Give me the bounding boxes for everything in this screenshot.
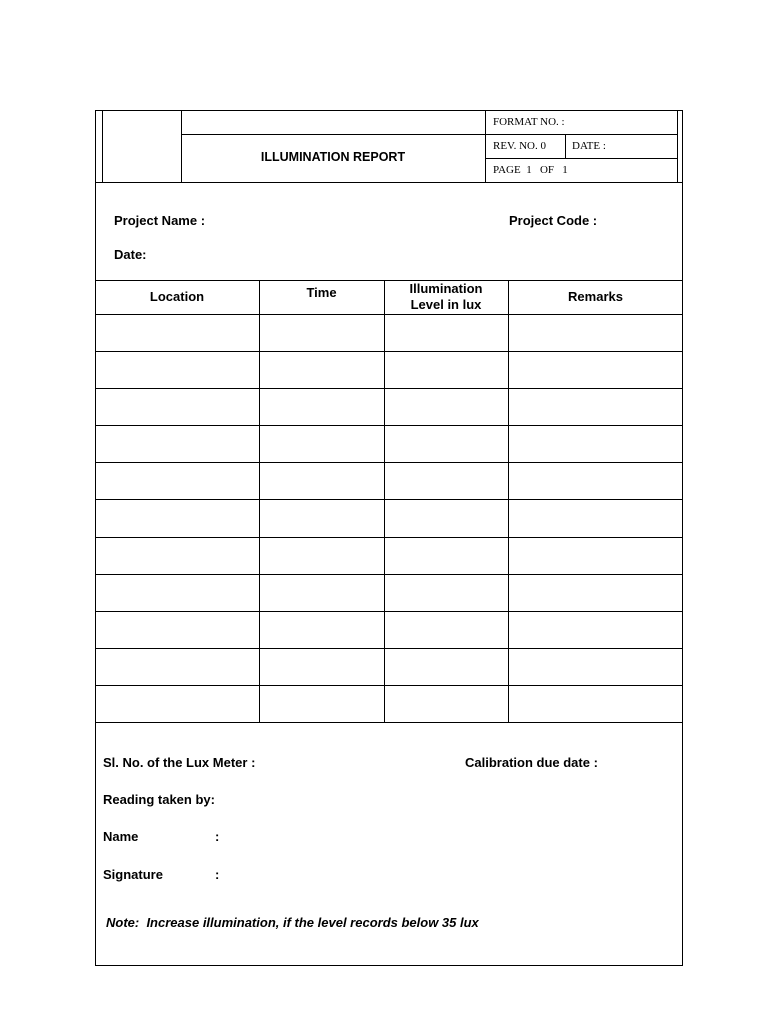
header-divider bbox=[485, 158, 677, 159]
table-row-line bbox=[95, 648, 683, 649]
table-row-line bbox=[95, 462, 683, 463]
rev-no: REV. NO. 0 bbox=[493, 140, 546, 152]
project-code-label: Project Code : bbox=[509, 213, 598, 228]
column-divider bbox=[508, 280, 509, 722]
header-divider bbox=[485, 110, 486, 183]
report-title: ILLUMINATION REPORT bbox=[260, 150, 406, 164]
header-divider bbox=[102, 110, 103, 183]
column-divider bbox=[384, 280, 385, 722]
column-header-remarks: Remarks bbox=[568, 289, 623, 304]
date-label: Date: bbox=[114, 247, 147, 262]
signature-colon: : bbox=[215, 867, 220, 882]
calibration-due-label: Calibration due date : bbox=[465, 755, 598, 770]
table-row-line bbox=[95, 537, 683, 538]
page-number: PAGE 1 OF 1 bbox=[493, 164, 568, 176]
column-header-time: Time bbox=[306, 285, 337, 300]
format-no: FORMAT NO. : bbox=[493, 116, 565, 128]
header-divider bbox=[95, 182, 683, 183]
report-form bbox=[95, 110, 683, 966]
table-row-line bbox=[95, 685, 683, 686]
column-header-illumination: Illumination Level in lux bbox=[409, 281, 483, 312]
signature-label: Signature bbox=[103, 867, 163, 882]
project-name-label: Project Name : bbox=[114, 213, 206, 228]
column-divider bbox=[259, 280, 260, 722]
header-divider bbox=[181, 134, 677, 135]
table-row-line bbox=[95, 425, 683, 426]
table-row-line bbox=[95, 574, 683, 575]
table-row-line bbox=[95, 722, 683, 723]
table-row-line bbox=[95, 388, 683, 389]
header-date: DATE : bbox=[572, 140, 606, 152]
table-row-line bbox=[95, 611, 683, 612]
note-text: Note: Increase illumination, if the level records below 35 lux bbox=[106, 915, 479, 930]
lux-meter-serial-label: Sl. No. of the Lux Meter : bbox=[103, 755, 256, 770]
table-row-line bbox=[95, 351, 683, 352]
column-header-location: Location bbox=[149, 289, 205, 304]
table-header-border bbox=[95, 314, 683, 315]
header-divider bbox=[677, 110, 678, 183]
header-divider bbox=[181, 110, 182, 183]
name-label: Name bbox=[103, 829, 139, 844]
table-row-line bbox=[95, 499, 683, 500]
header-divider bbox=[565, 134, 566, 158]
reading-taken-label: Reading taken by: bbox=[103, 792, 215, 807]
name-colon: : bbox=[215, 829, 220, 844]
